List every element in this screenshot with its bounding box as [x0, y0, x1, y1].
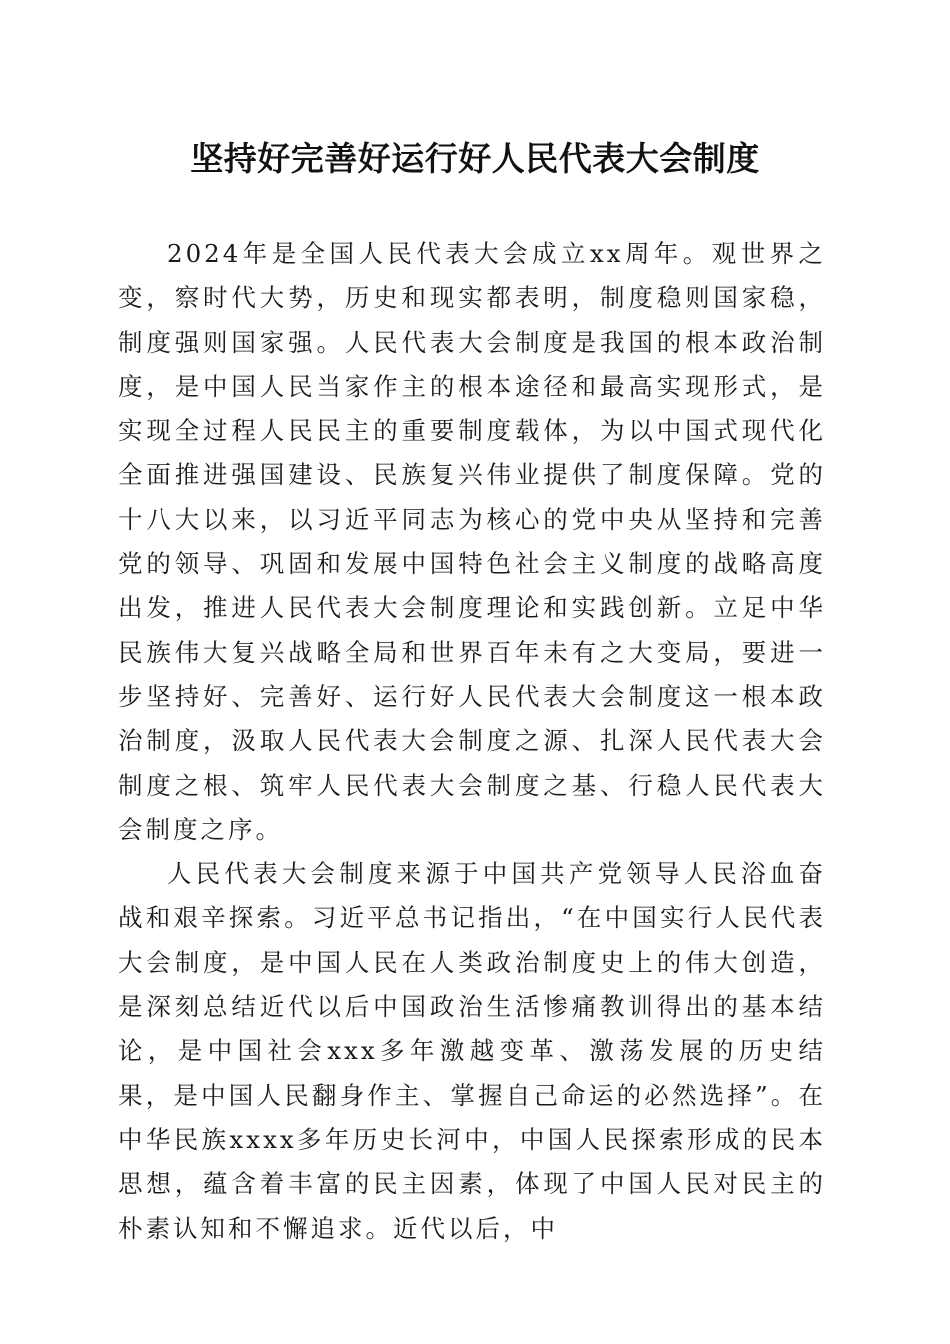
document-title: 坚持好完善好运行好人民代表大会制度 — [190, 139, 760, 178]
paragraph: 人民代表大会制度来源于中国共产党领导人民浴血奋战和艰辛探索。习近平总书记指出，“在中国实行人民代表大会制度，是中国人民在人类政治制度史上的伟大创造，是深刻总结近代以后中国政治生活惨痛教训得出的基本结论，是中国社会xxx多年激越变革、激荡发展的历史结果，是中国人民翻身作主、掌握自己命运的必然选择”。在中华民族xxxx多年历史长河中，中国人民探索形成的民本思想，蕴含着丰富的民主因素，体现了中国人民对民主的朴素认知和不懈追求。近代以后，中 — [118, 859, 826, 1243]
paragraph: 2024年是全国人民代表大会成立xx周年。观世界之变，察时代大势，历史和现实都表明，制度稳则国家稳，制度强则国家强。人民代表大会制度是我国的根本政治制度，是中国人民当家作主的根本途径和最高实现形式，是实现全过程人民民主的重要制度载体，为以中国式现代化全面推进强国建设、民族复兴伟业提供了制度保障。党的十八大以来，以习近平同志为核心的党中央从坚持和完善党的领导、巩固和发展中国特色社会主义制度的战略高度出发，推进人民代表大会制度理论和实践创新。立足中华民族伟大复兴战略全局和世界百年未有之大变局，要进一步坚持好、完善好、运行好人民代表大会制度这一根本政治制度，汲取人民代表大会制度之源、扎深人民代表大会制度之根、筑牢人民代表大会制度之基、行稳人民代表大会制度之序。 — [118, 239, 826, 844]
document-body — [118, 232, 826, 1251]
